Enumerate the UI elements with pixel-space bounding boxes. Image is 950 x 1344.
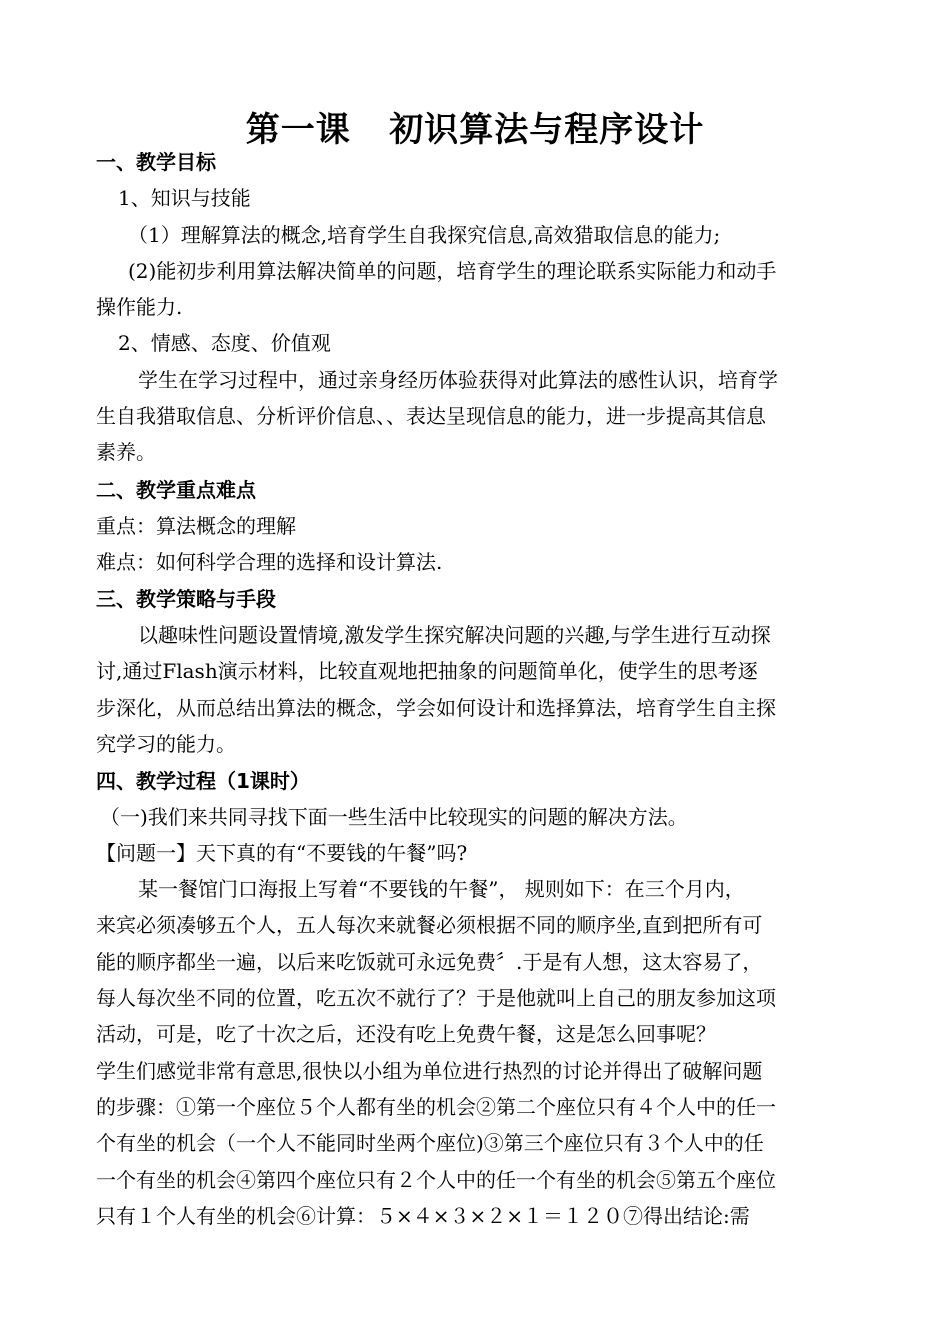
heading-key-points: 二、教学重点难点 [96,478,256,502]
paragraph-line: 操作能力. [96,295,183,319]
subheading-knowledge-skills: 1、知识与技能 [118,186,251,210]
heading-teaching-goals: 一、教学目标 [96,150,216,174]
paragraph-line: 步深化，从而总结出算法的概念，学会如何设计和选择算法，培育学生自主探 [96,696,776,720]
paragraph-line: 只有１个人有坐的机会⑥计算：５×４×３×２×１＝１２０⑦得出结论:需 [96,1204,750,1228]
heading-strategies: 三、教学策略与手段 [96,587,276,611]
paragraph-line: （一)我们来共同寻找下面一些生活中比较现实的问题的解决方法。 [100,805,688,829]
paragraph-line: 生自我猎取信息、分析评价信息、、表达呈现信息的能力，进一步提高其信息 [96,404,766,428]
paragraph-line: 某一餐馆门口海报上写着“不要钱的午餐”， 规则如下：在三个月内， [138,877,745,901]
paragraph-line: 一个有坐的机会④第四个座位只有２个人中的任一个有坐的机会⑤第五个座位 [96,1168,776,1192]
paragraph-line: 的步骤：①第一个座位５个人都有坐的机会②第二个座位只有４个人中的任一 [96,1095,776,1119]
paragraph-line: 个有坐的机会（一个人不能同时坐两个座位)③第三个座位只有３个人中的任 [96,1131,764,1155]
paragraph-line: 究学习的能力。 [96,732,236,756]
paragraph-line: 学生在学习过程中，通过亲身经历体验获得对此算法的感性认识，培育学 [138,368,778,392]
paragraph-line: 重点：算法概念的理解 [96,514,296,538]
paragraph-line: 能的顺序都坐一遍，以后来吃饭就可永远免费〞.于是有人想，这太容易了， [96,950,763,974]
paragraph-line: 【问题一】天下真的有“不要钱的午餐”吗? [96,841,468,865]
paragraph-line: （1）理解算法的概念,培育学生自我探究信息,高效猎取信息的能力; [128,223,721,247]
subheading-attitudes-values: 2、情感、态度、价值观 [118,331,331,355]
paragraph-line: (2)能初步利用算法解决简单的问题，培育学生的理论联系实际能力和动手 [128,259,777,283]
paragraph-line: 难点：如何科学合理的选择和设计算法. [96,550,443,574]
paragraph-line: 以趣味性问题设置情境,激发学生探究解决问题的兴趣,与学生进行互动探 [138,623,771,647]
paragraph-line: 每人每次坐不同的位置，吃五次不就行了？于是他就叫上自己的朋友参加这项 [96,986,776,1010]
heading-teaching-process: 四、教学过程（1课时） [96,769,310,793]
paragraph-line: 活动，可是，吃了十次之后，还没有吃上免费午餐，这是怎么回事呢？ [96,1022,716,1046]
paragraph-line: 学生们感觉非常有意思,很快以小组为单位进行热烈的讨论并得出了破解问题 [96,1059,763,1083]
document-title: 第一课 初识算法与程序设计 [245,110,705,150]
paragraph-line: 来宾必须凑够五个人，五人每次来就餐必须根据不同的顺序坐,直到把所有可 [96,913,763,937]
paragraph-line: 素养。 [96,440,156,464]
paragraph-line: 讨,通过Flash演示材料，比较直观地把抽象的问题简单化，使学生的思考逐 [96,659,758,683]
